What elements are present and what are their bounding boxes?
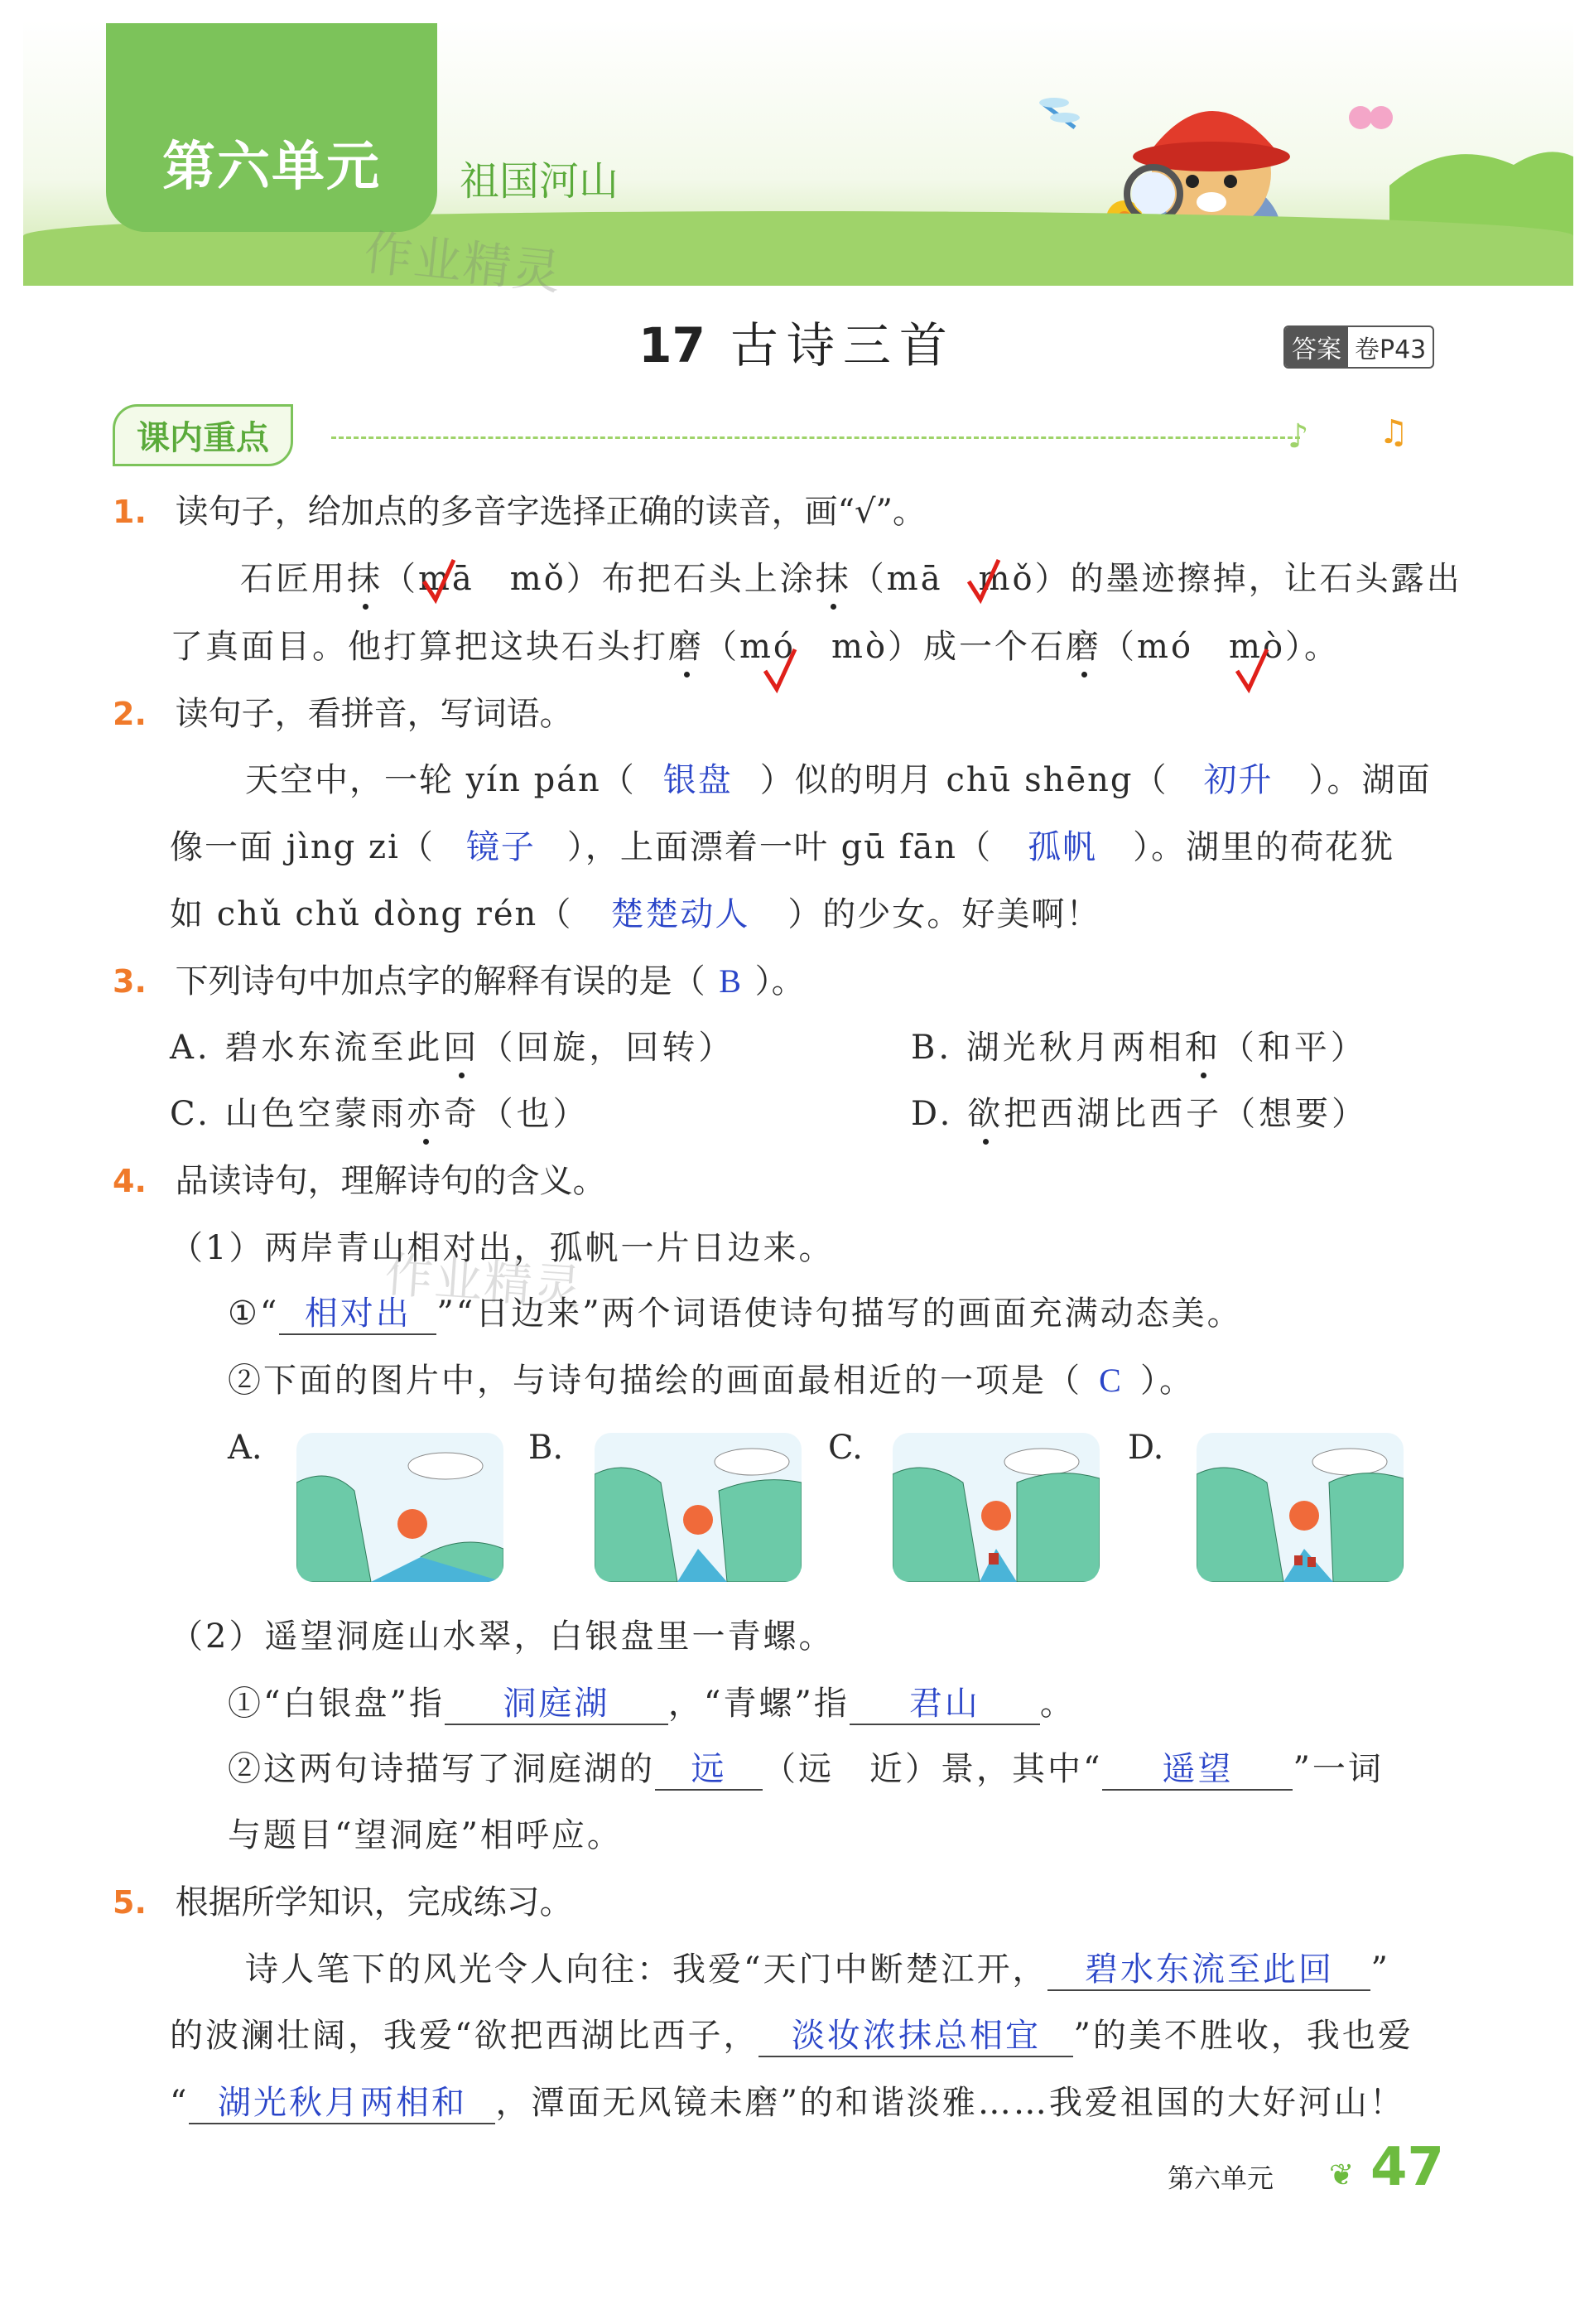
question-1-stem — [113, 492, 926, 532]
question-number: 3. — [113, 963, 147, 1000]
landscape-picture-a — [296, 1433, 503, 1582]
answer-text: 相对出 — [279, 1294, 436, 1335]
question-4-stem — [113, 1161, 606, 1201]
music-notes-icon — [1288, 410, 1445, 460]
svg-text:♫: ♫ — [1379, 413, 1409, 451]
option-c: C. 山色空蒙雨亦奇（也） — [170, 1095, 590, 1133]
option-a: A. 碧水东流至此回（回旋，回转） — [170, 1029, 735, 1067]
dragonfly-icon — [1039, 98, 1080, 128]
checkmark-icon — [966, 557, 1002, 606]
answer-tag: 答案 — [1285, 327, 1348, 367]
question-1-line-2: 了真面目。他打算把这块石头打磨（mó mò）成一个石磨（mó mò）。 — [170, 628, 1341, 666]
picture-option-label-a: A. — [228, 1429, 262, 1467]
unit-title: 第六单元 — [162, 137, 381, 198]
question-5-line-3: “ 湖光秋月两相和 ，潭面无风镜未磨”的和谐淡雅……我爱祖国的大好河山！ — [170, 2083, 1405, 2124]
option-d: D. 欲把西湖比西子（想要） — [911, 1095, 1369, 1133]
dotted-char: 欲 — [967, 1095, 1004, 1133]
question-4-part-1: （1）两岸青山相对出，孤帆一片日边来。 — [170, 1229, 835, 1267]
question-number: 5. — [113, 1884, 147, 1921]
answer-text: 淡妆浓抹总相宜 — [758, 2016, 1073, 2057]
question-5-line-1: 诗人笔下的风光令人向往：我爱“天门中断楚江开， 碧水东流至此回 ” — [245, 1950, 1390, 1991]
answer-text: C — [1099, 1362, 1124, 1399]
dotted-char: 磨 — [1066, 628, 1102, 666]
section-divider — [331, 436, 1300, 439]
question-number: 4. — [113, 1163, 147, 1199]
dotted-char: 亦 — [407, 1095, 444, 1133]
checkmark-icon — [1234, 646, 1270, 696]
question-text: 读句子，给加点的多音字选择正确的读音，画“√”。 — [175, 493, 926, 531]
dotted-char: 抹 — [347, 560, 383, 598]
question-text: 根据所学知识，完成练习。 — [175, 1883, 573, 1921]
landscape-picture-c — [893, 1433, 1100, 1582]
answer-reference-badge — [1283, 325, 1434, 369]
question-text: 品读诗句，理解诗句的含义。 — [175, 1162, 606, 1200]
dotted-char: 和 — [1184, 1029, 1221, 1067]
watermark: 作业精灵 — [383, 1246, 585, 1317]
answer-text: 银盘 — [662, 761, 733, 798]
question-4-1-1: ①“ 相对出 ”“日边来”两个词语使诗句描写的画面充满动态美。 — [228, 1294, 1243, 1335]
question-4-2-3: 与题目“望洞庭”相呼应。 — [228, 1816, 623, 1854]
question-4-1-2: ②下面的图片中，与诗句描绘的画面最相近的一项是（ C ）。 — [228, 1362, 1195, 1400]
answer-text: 初升 — [1203, 761, 1274, 798]
dotted-char: 回 — [443, 1029, 480, 1067]
watermark: 作业精灵 — [361, 224, 566, 301]
question-3-stem: 3. 下列诗句中加点字的解释有误的是（ B ）。 — [113, 962, 805, 1000]
question-number: 2. — [113, 696, 147, 732]
question-1-line-1: 石匠用抹（mā mǒ）布把石头上涂抹（mā mǒ）的墨迹擦掉，让石头露出 — [240, 560, 1462, 598]
answer-text: 孤帆 — [1028, 828, 1098, 865]
question-5-stem — [113, 1883, 573, 1922]
answer-text: 君山 — [850, 1684, 1040, 1725]
answer-text: 遥望 — [1102, 1749, 1293, 1791]
checkmark-icon — [421, 557, 457, 606]
butterfly-icon — [1349, 106, 1393, 129]
question-2-line-1: 天空中，一轮 yín pán（ 银盘 ）似的明月 chū shēng（ 初升 ）。湖面 — [245, 761, 1432, 799]
landscape-picture-b — [595, 1433, 802, 1582]
dotted-char: 磨 — [668, 628, 704, 666]
svg-text:♪: ♪ — [1288, 417, 1309, 456]
answer-page: 卷P43 — [1355, 335, 1427, 364]
option-b: B. 湖光秋月两相和（和平） — [911, 1029, 1367, 1067]
question-text: 下列诗句中加点字的解释有误的是（ — [175, 962, 706, 1000]
question-5-line-2: 的波澜壮阔，我爱“欲把西湖比西子， 淡妆浓抹总相宜 ”的美不胜收，我也爱 — [170, 2016, 1413, 2057]
picture-option-label-c: C. — [828, 1429, 863, 1467]
checkmark-icon — [762, 646, 798, 696]
answer-text: 远 — [655, 1749, 763, 1791]
answer-text: 镜子 — [465, 828, 536, 865]
leaf-icon: ❦ — [1329, 2158, 1355, 2192]
question-2-line-2: 像一面 jìng zi（ 镜子 ），上面漂着一叶 gū fān（ 孤帆 ）。湖里的荷花犹 — [170, 828, 1395, 866]
page-number: 47 — [1370, 2137, 1445, 2198]
footer-unit-label: 第六单元 — [1168, 2162, 1274, 2194]
lesson-number: 17 — [638, 317, 706, 374]
answer-text: 碧水东流至此回 — [1047, 1950, 1370, 1991]
answer-text: 楚楚动人 — [610, 895, 750, 933]
question-4-part-2: （2）遥望洞庭山水翠，白银盘里一青螺。 — [170, 1618, 835, 1656]
unit-subtitle: 祖国河山 — [460, 158, 619, 205]
question-text: 读句子，看拼音，写词语。 — [175, 695, 573, 733]
answer-text: 湖光秋月两相和 — [189, 2083, 495, 2124]
landscape-picture-d — [1197, 1433, 1404, 1582]
question-number: 1. — [113, 494, 147, 530]
answer-text: B — [719, 962, 741, 1000]
question-2-line-3: 如 chǔ chǔ dòng rén（ 楚楚动人 ）的少女。好美啊！ — [170, 895, 1101, 933]
dotted-char: 抹 — [815, 560, 851, 598]
lesson-name: 古诗三首 — [730, 317, 956, 374]
picture-option-label-d: D. — [1128, 1429, 1164, 1467]
question-4-2-2: ②这两句诗描写了洞庭湖的 远 （远 近）景，其中“ 遥望 ”一词 — [228, 1749, 1384, 1791]
question-4-2-1: ①“白银盘”指 洞庭湖 ，“青螺”指 君山 。 — [228, 1684, 1076, 1725]
question-2-stem — [113, 694, 573, 734]
picture-option-label-b: B. — [528, 1429, 564, 1467]
section-tag: 课内重点 — [113, 404, 293, 466]
answer-text: 洞庭湖 — [445, 1684, 668, 1725]
